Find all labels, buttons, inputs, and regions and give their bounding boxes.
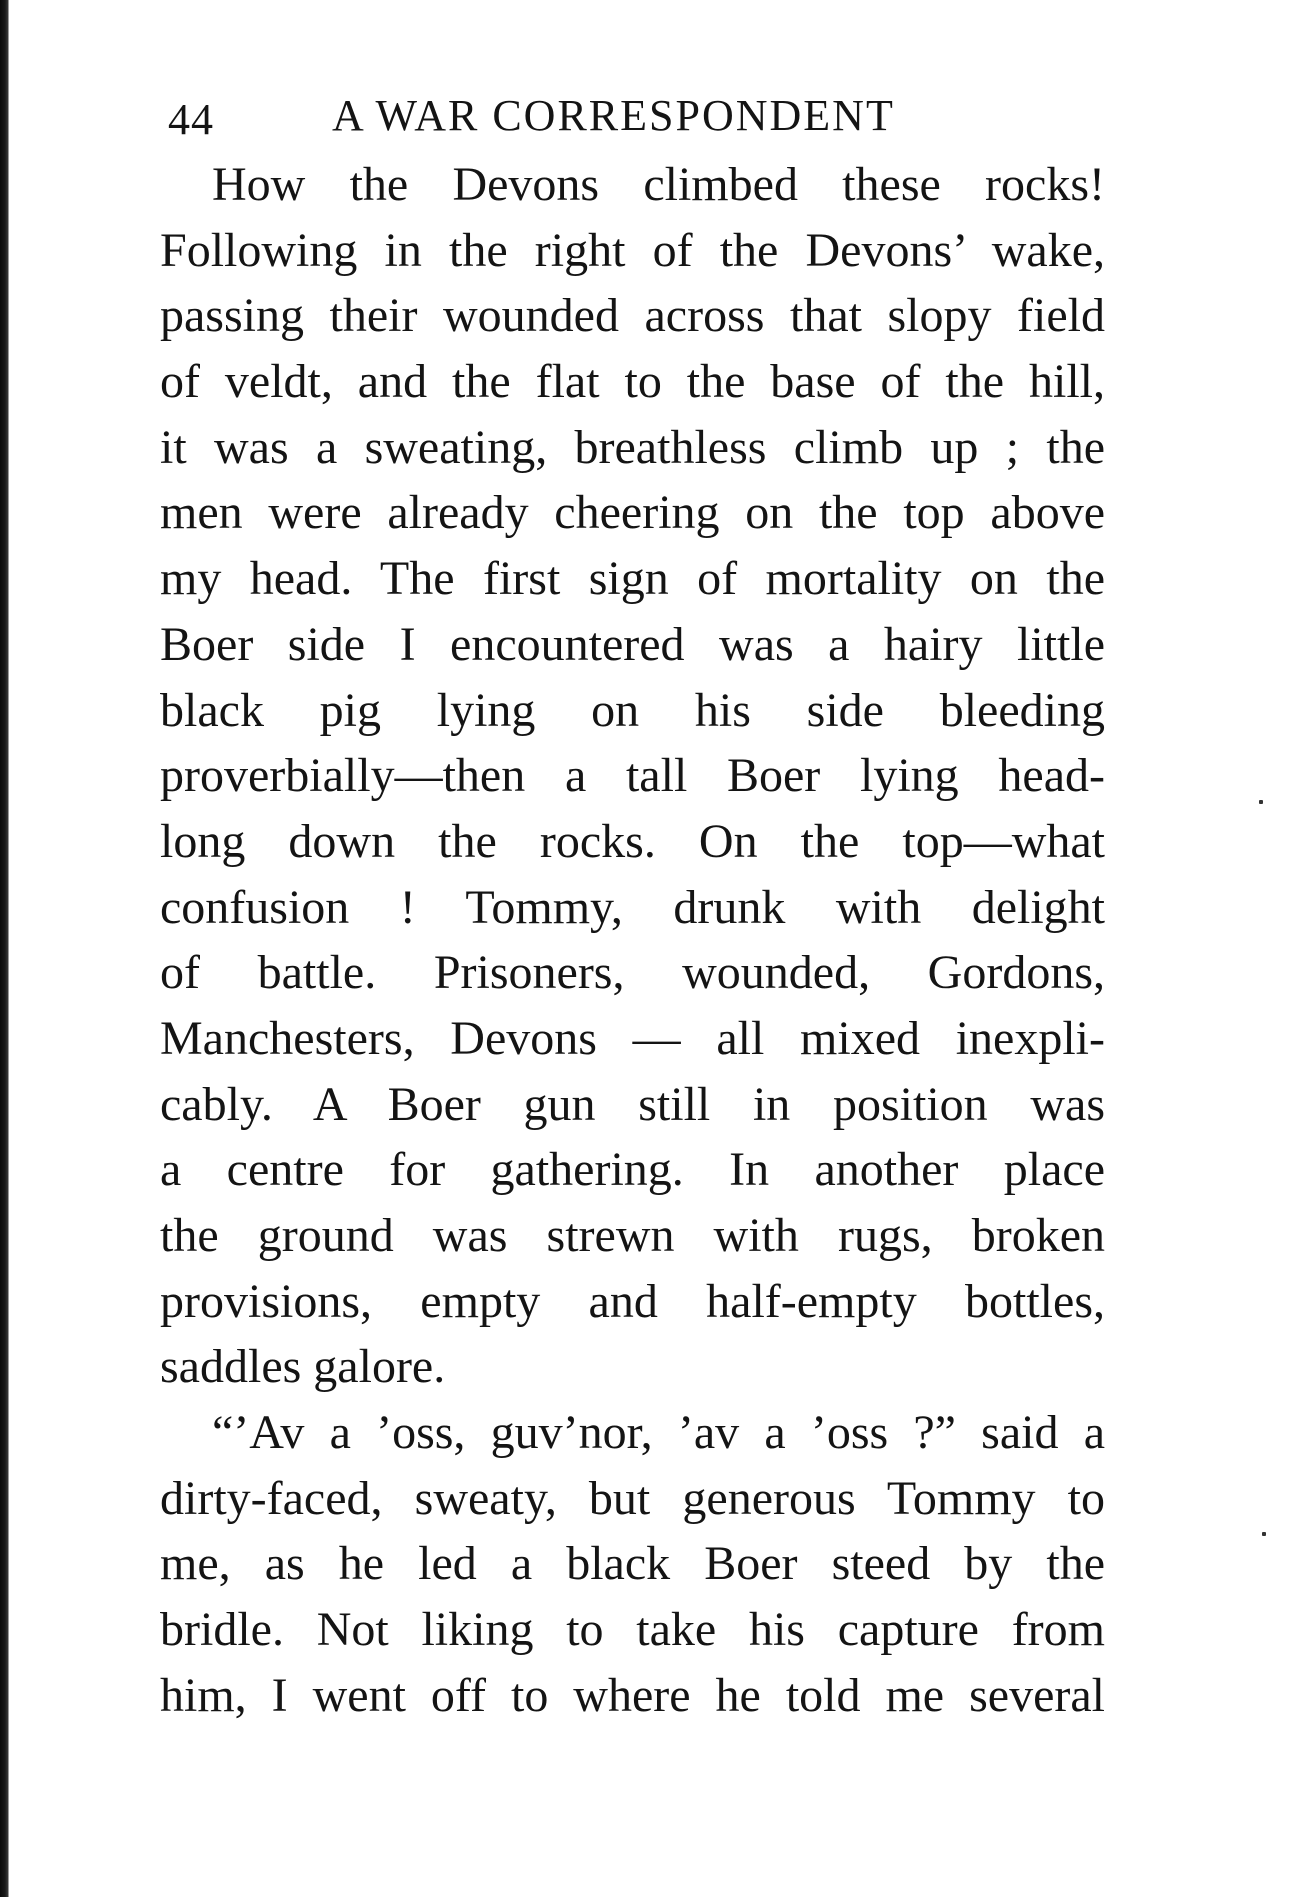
text-line: passing their wounded across that slopy field xyxy=(160,289,1105,343)
text-line: bridle. Not liking to take his capture from xyxy=(160,1603,1105,1657)
book-page xyxy=(160,80,1105,1729)
ink-speck xyxy=(1262,1532,1266,1536)
text-line: Following in the right of the Devons’ wake, xyxy=(160,223,1105,277)
text-line: confusion ! Tommy, drunk with delight xyxy=(160,880,1105,934)
text-line: a centre for gathering. In another place xyxy=(160,1143,1105,1197)
paragraph-1 xyxy=(160,152,1105,1400)
page-header xyxy=(160,80,1105,152)
text-line: of battle. Prisoners, wounded, Gordons, xyxy=(160,946,1105,1000)
ink-speck xyxy=(1259,800,1263,804)
text-line: Manchesters, Devons — all mixed inexpli- xyxy=(160,1011,1105,1065)
text-line: of veldt, and the flat to the base of the hill, xyxy=(160,355,1105,409)
text-line: my head. The first sign of mortality on the xyxy=(160,552,1105,606)
text-line: proverbially—then a tall Boer lying head- xyxy=(160,749,1105,803)
text-line: Boer side I encountered was a hairy little xyxy=(160,617,1105,671)
paragraph-2 xyxy=(160,1400,1105,1728)
page-number: 44 xyxy=(168,95,214,144)
text-line: “’Av a ’oss, guv’nor, ’av a ’oss ?” said a xyxy=(212,1406,1105,1460)
book-spine-edge xyxy=(0,0,9,1897)
text-line: provisions, empty and half-empty bottles, xyxy=(160,1274,1105,1328)
text-line: me, as he led a black Boer steed by the xyxy=(160,1537,1105,1591)
text-line: the ground was strewn with rugs, broken xyxy=(160,1209,1105,1262)
text-line: dirty-faced, sweaty, but generous Tommy to xyxy=(160,1471,1105,1525)
text-line: long down the rocks. On the top—what xyxy=(160,814,1105,868)
running-title: A WAR CORRESPONDENT xyxy=(332,91,895,140)
text-line: him, I went off to where he told me several xyxy=(160,1668,1105,1722)
text-line: cably. A Boer gun still in position was xyxy=(160,1077,1105,1131)
text-line: How the Devons climbed these rocks! xyxy=(212,158,1105,211)
text-line: black pig lying on his side bleeding xyxy=(160,683,1105,737)
text-line: it was a sweating, breathless climb up ; the xyxy=(160,420,1105,474)
text-line: saddles galore. xyxy=(160,1340,446,1394)
text-line: men were already cheering on the top above xyxy=(160,486,1105,540)
